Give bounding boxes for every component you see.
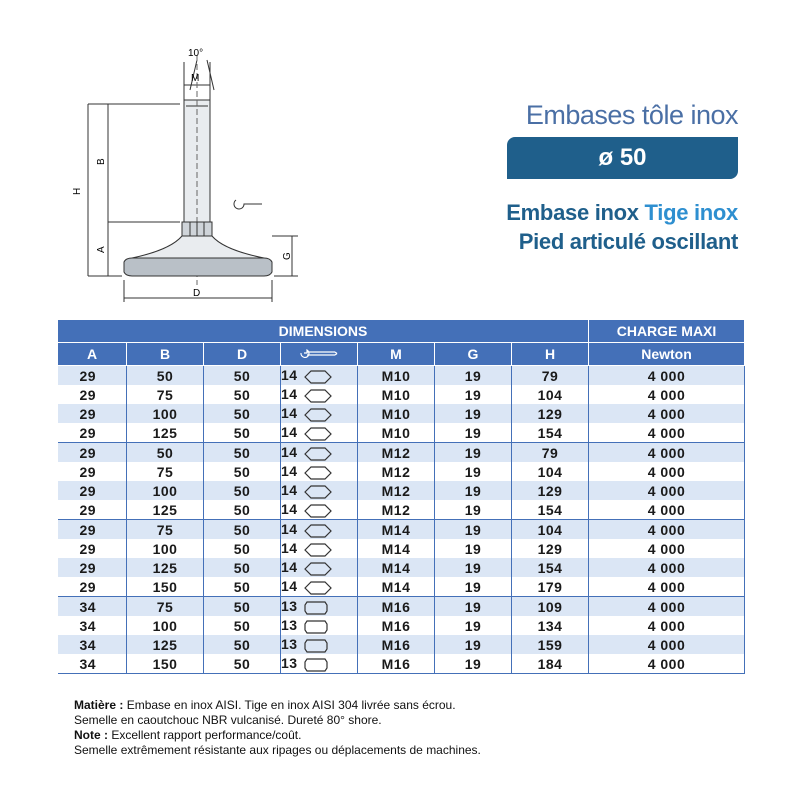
cell-newton: 4 000 (589, 597, 745, 617)
cell-h: 154 (512, 558, 589, 577)
table-row (58, 597, 745, 617)
cell-newton: 4 000 (589, 616, 745, 635)
cell-a: 29 (58, 539, 127, 558)
cell-b: 150 (127, 654, 204, 674)
cell-a: 29 (58, 481, 127, 500)
product-title: Embases tôle inox (525, 100, 738, 130)
cell-b: 75 (127, 385, 204, 404)
octagon-nut-icon (304, 658, 328, 672)
octagon-nut-icon (304, 639, 328, 653)
table-row (58, 462, 745, 481)
cell-key (281, 404, 358, 423)
key-size: 14 (281, 521, 298, 538)
cell-key (281, 500, 358, 520)
cell-a: 29 (58, 366, 127, 386)
cell-newton: 4 000 (589, 385, 745, 404)
cell-key (281, 577, 358, 597)
col-d-header: D (204, 343, 281, 366)
table-row (58, 558, 745, 577)
cell-newton: 4 000 (589, 423, 745, 443)
cell-m: M10 (358, 366, 435, 386)
cell-a: 29 (58, 385, 127, 404)
cell-b: 125 (127, 423, 204, 443)
cell-d: 50 (204, 558, 281, 577)
cell-key (281, 539, 358, 558)
cell-b: 75 (127, 520, 204, 540)
table-row (58, 366, 745, 386)
cell-h: 154 (512, 423, 589, 443)
cell-m: M14 (358, 520, 435, 540)
hex-nut-icon (304, 370, 332, 384)
technical-drawing (60, 40, 320, 310)
cell-m: M14 (358, 539, 435, 558)
cell-g: 19 (435, 481, 512, 500)
key-size: 14 (281, 578, 298, 595)
cell-m: M14 (358, 577, 435, 597)
material-label: Matière : (74, 698, 124, 712)
cell-d: 50 (204, 577, 281, 597)
hex-nut-icon (304, 524, 332, 538)
cell-b: 125 (127, 500, 204, 520)
cell-d: 50 (204, 366, 281, 386)
cell-g: 19 (435, 462, 512, 481)
hex-nut-icon (304, 504, 332, 518)
cell-h: 134 (512, 616, 589, 635)
cell-a: 34 (58, 597, 127, 617)
cell-h: 159 (512, 635, 589, 654)
cell-m: M12 (358, 481, 435, 500)
charge-group-header: CHARGE MAXI (589, 320, 745, 343)
cell-key (281, 366, 358, 386)
col-g-header: G (435, 343, 512, 366)
cell-key (281, 520, 358, 540)
cell-g: 19 (435, 616, 512, 635)
key-size: 13 (281, 636, 298, 653)
key-size: 14 (281, 501, 298, 518)
group-header-row (58, 320, 745, 343)
table-body (58, 366, 745, 674)
cell-h: 129 (512, 481, 589, 500)
col-key-header (281, 343, 358, 366)
cell-b: 100 (127, 481, 204, 500)
cell-h: 129 (512, 404, 589, 423)
octagon-nut-icon (304, 601, 328, 615)
cell-b: 125 (127, 558, 204, 577)
table-row (58, 404, 745, 423)
resistance-line: Semelle extrêmement résistante aux ripages ou déplacements de machines. (74, 743, 481, 757)
subtitle-part1: Embase inox (506, 200, 639, 225)
cell-m: M16 (358, 616, 435, 635)
cell-a: 29 (58, 443, 127, 463)
cell-b: 75 (127, 597, 204, 617)
cell-newton: 4 000 (589, 558, 745, 577)
hex-nut-icon (304, 543, 332, 557)
subtitle-line1 (506, 200, 738, 226)
cell-newton: 4 000 (589, 577, 745, 597)
cell-g: 19 (435, 577, 512, 597)
cell-b: 75 (127, 462, 204, 481)
subtitle-line2: Pied articulé oscillant (518, 229, 738, 254)
col-b-header: B (127, 343, 204, 366)
key-size: 14 (281, 540, 298, 557)
cell-m: M10 (358, 423, 435, 443)
cell-d: 50 (204, 481, 281, 500)
b-label: B (96, 158, 107, 165)
cell-a: 29 (58, 404, 127, 423)
cell-h: 79 (512, 366, 589, 386)
cell-h: 129 (512, 539, 589, 558)
col-m-header: M (358, 343, 435, 366)
hex-nut-icon (304, 427, 332, 441)
cell-a: 29 (58, 462, 127, 481)
cell-h: 104 (512, 385, 589, 404)
cell-newton: 4 000 (589, 443, 745, 463)
hex-nut-icon (304, 485, 332, 499)
cell-h: 179 (512, 577, 589, 597)
cell-a: 34 (58, 616, 127, 635)
cell-h: 154 (512, 500, 589, 520)
hex-nut-icon (304, 389, 332, 403)
cell-b: 100 (127, 404, 204, 423)
hex-nut-icon (304, 408, 332, 422)
cell-h: 79 (512, 443, 589, 463)
cell-m: M16 (358, 597, 435, 617)
key-size: 13 (281, 655, 298, 672)
cell-d: 50 (204, 520, 281, 540)
key-size: 14 (281, 405, 298, 422)
key-size: 14 (281, 367, 298, 384)
cell-newton: 4 000 (589, 539, 745, 558)
column-header-row (58, 343, 745, 366)
cell-m: M12 (358, 500, 435, 520)
cell-newton: 4 000 (589, 481, 745, 500)
dimensions-table (57, 319, 745, 674)
material-line (74, 698, 481, 713)
key-size: 13 (281, 598, 298, 615)
key-size: 14 (281, 386, 298, 403)
cell-b: 100 (127, 539, 204, 558)
cell-newton: 4 000 (589, 404, 745, 423)
cell-a: 34 (58, 635, 127, 654)
cell-b: 150 (127, 577, 204, 597)
cell-g: 19 (435, 539, 512, 558)
cell-h: 109 (512, 597, 589, 617)
m-label: M (191, 73, 200, 84)
hex-nut-icon (304, 581, 332, 595)
hex-nut-icon (304, 562, 332, 576)
cell-g: 19 (435, 404, 512, 423)
cell-h: 184 (512, 654, 589, 674)
note-line (74, 728, 481, 743)
key-size: 14 (281, 559, 298, 576)
cell-g: 19 (435, 423, 512, 443)
table-row (58, 635, 745, 654)
col-newton-header: Newton (589, 343, 745, 366)
cell-m: M10 (358, 385, 435, 404)
cell-d: 50 (204, 385, 281, 404)
cell-key (281, 597, 358, 617)
cell-g: 19 (435, 443, 512, 463)
cell-key (281, 635, 358, 654)
cell-b: 100 (127, 616, 204, 635)
table-row (58, 520, 745, 540)
cell-h: 104 (512, 520, 589, 540)
cell-m: M16 (358, 654, 435, 674)
cell-newton: 4 000 (589, 500, 745, 520)
octagon-nut-icon (304, 620, 328, 634)
cell-g: 19 (435, 635, 512, 654)
cell-b: 50 (127, 366, 204, 386)
cell-key (281, 481, 358, 500)
key-size: 14 (281, 424, 298, 441)
cell-d: 50 (204, 654, 281, 674)
cell-m: M12 (358, 443, 435, 463)
col-a-header: A (58, 343, 127, 366)
note-label: Note : (74, 728, 108, 742)
cell-key (281, 616, 358, 635)
cell-g: 19 (435, 597, 512, 617)
cell-a: 34 (58, 654, 127, 674)
table-row (58, 500, 745, 520)
cell-m: M16 (358, 635, 435, 654)
cell-a: 29 (58, 423, 127, 443)
d-label: D (193, 288, 201, 299)
cell-key (281, 654, 358, 674)
cell-d: 50 (204, 443, 281, 463)
cell-key (281, 385, 358, 404)
cell-d: 50 (204, 616, 281, 635)
cell-a: 29 (58, 520, 127, 540)
cell-a: 29 (58, 577, 127, 597)
cell-d: 50 (204, 539, 281, 558)
cell-a: 29 (58, 500, 127, 520)
cell-g: 19 (435, 385, 512, 404)
cell-newton: 4 000 (589, 635, 745, 654)
cell-d: 50 (204, 404, 281, 423)
cell-newton: 4 000 (589, 520, 745, 540)
cell-m: M12 (358, 462, 435, 481)
table-row (58, 539, 745, 558)
cell-a: 29 (58, 558, 127, 577)
h-label: H (72, 187, 83, 195)
cell-m: M10 (358, 404, 435, 423)
sole-line: Semelle en caoutchouc NBR vulcanisé. Dureté 80° shore. (74, 713, 382, 727)
cell-m: M14 (358, 558, 435, 577)
table-row (58, 385, 745, 404)
cell-d: 50 (204, 500, 281, 520)
key-size: 14 (281, 444, 298, 461)
cell-g: 19 (435, 558, 512, 577)
table-row (58, 577, 745, 597)
cell-newton: 4 000 (589, 462, 745, 481)
dimensions-group-header: DIMENSIONS (58, 320, 589, 343)
cell-key (281, 423, 358, 443)
cell-newton: 4 000 (589, 654, 745, 674)
cell-d: 50 (204, 597, 281, 617)
material-text: Embase en inox AISI. Tige en inox AISI 304 livrée sans écrou. (126, 698, 456, 712)
a-label: A (96, 246, 107, 253)
diameter-badge (507, 137, 738, 179)
cell-g: 19 (435, 500, 512, 520)
wrench-icon (299, 347, 339, 359)
hex-nut-icon (304, 466, 332, 480)
col-h-header: H (512, 343, 589, 366)
cell-b: 125 (127, 635, 204, 654)
cell-h: 104 (512, 462, 589, 481)
key-size: 14 (281, 463, 298, 480)
subtitle-part2: Tige inox (644, 200, 738, 225)
cell-b: 50 (127, 443, 204, 463)
cell-d: 50 (204, 635, 281, 654)
table-row (58, 616, 745, 635)
cell-key (281, 462, 358, 481)
cell-d: 50 (204, 423, 281, 443)
cell-key (281, 558, 358, 577)
cell-newton: 4 000 (589, 366, 745, 386)
table-row (58, 443, 745, 463)
angle-label: 10° (188, 48, 204, 59)
cell-g: 19 (435, 654, 512, 674)
table-row (58, 481, 745, 500)
cell-key (281, 443, 358, 463)
cell-g: 19 (435, 366, 512, 386)
note-text: Excellent rapport performance/coût. (111, 728, 302, 742)
hex-nut-icon (304, 447, 332, 461)
key-size: 13 (281, 617, 298, 634)
table-row (58, 654, 745, 674)
cell-d: 50 (204, 462, 281, 481)
key-size: 14 (281, 482, 298, 499)
table-row (58, 423, 745, 443)
diameter-label: ø 50 (598, 144, 647, 171)
notes (74, 698, 481, 758)
cell-g: 19 (435, 520, 512, 540)
g-label: G (282, 252, 293, 260)
